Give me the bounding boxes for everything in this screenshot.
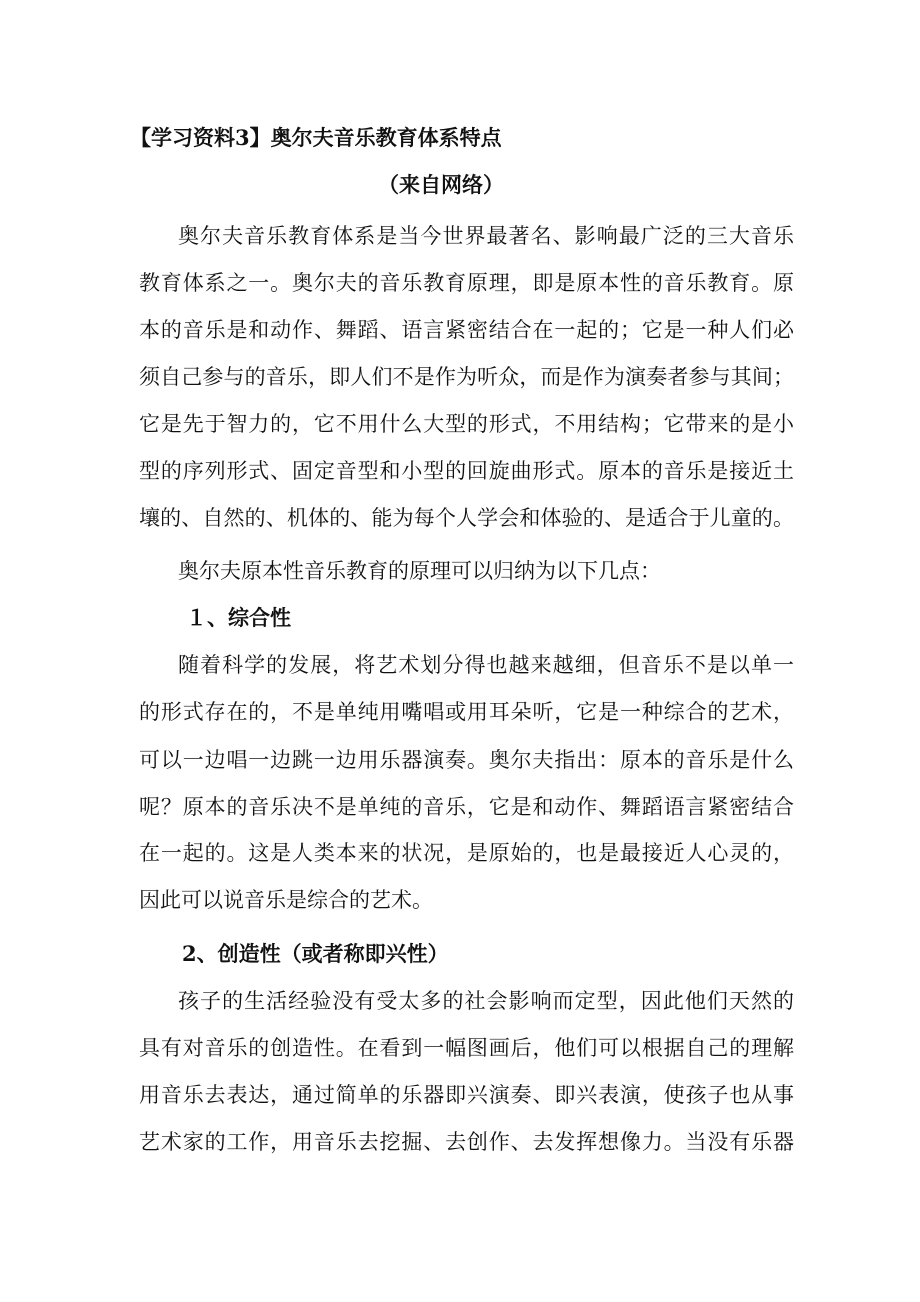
paragraph-line: 教育体系之一。奥尔夫的音乐教育原理，即是原本性的音乐教育。原: [139, 271, 794, 295]
paragraph-line: 具有对音乐的创造性。在看到一幅图画后，他们可以根据自己的理解: [139, 1036, 794, 1060]
paragraph-line: 型的序列形式、固定音型和小型的回旋曲形式。原本的音乐是接近土: [139, 459, 794, 483]
paragraph-line: 壤的、自然的、机体的、能为每个人学会和体验的、是适合于儿童的。: [139, 506, 794, 530]
paragraph-line: 本的音乐是和动作、舞蹈、语言紧密结合在一起的；它是一种人们必: [139, 318, 794, 342]
paragraph-line: 奥尔夫原本性音乐教育的原理可以归纳为以下几点：: [178, 559, 661, 583]
paragraph-line: 因此可以说音乐是综合的艺术。: [139, 888, 433, 912]
paragraph-line: 随着科学的发展，将艺术划分得也越来越细，但音乐不是以单一: [178, 653, 794, 677]
paragraph-line: 奥尔夫音乐教育体系是当今世界最著名、影响最广泛的三大音乐: [178, 224, 794, 248]
section-heading: 2、创造性（或者称即兴性）: [182, 941, 449, 966]
section-heading: １、综合性: [186, 605, 291, 630]
paragraph-line: 的形式存在的，不是单纯用嘴唱或用耳朵听，它是一种综合的艺术，: [139, 700, 794, 724]
paragraph-line: 它是先于智力的，它不用什么大型的形式，不用结构；它带来的是小: [139, 412, 794, 436]
document-title: 【学习资料3】奥尔夫音乐教育体系特点: [130, 125, 502, 150]
document-source: （来自网络）: [378, 172, 504, 197]
paragraph-line: 可以一边唱一边跳一边用乐器演奏。奥尔夫指出：原本的音乐是什么: [139, 748, 794, 772]
paragraph-line: 艺术家的工作，用音乐去挖掘、去创作、去发挥想像力。当没有乐器: [139, 1130, 794, 1154]
paragraph-line: 用音乐去表达，通过简单的乐器即兴演奏、即兴表演，使孩子也从事: [139, 1083, 794, 1107]
paragraph-line: 须自己参与的音乐，即人们不是作为听众，而是作为演奏者参与其间；: [139, 365, 794, 389]
paragraph-line: 在一起的。这是人类本来的状况，是原始的，也是最接近人心灵的，: [139, 841, 794, 865]
paragraph-line: 孩子的生活经验没有受太多的社会影响而定型，因此他们天然的: [178, 989, 794, 1013]
paragraph-line: 呢？原本的音乐决不是单纯的音乐，它是和动作、舞蹈语言紧密结合: [139, 795, 794, 819]
